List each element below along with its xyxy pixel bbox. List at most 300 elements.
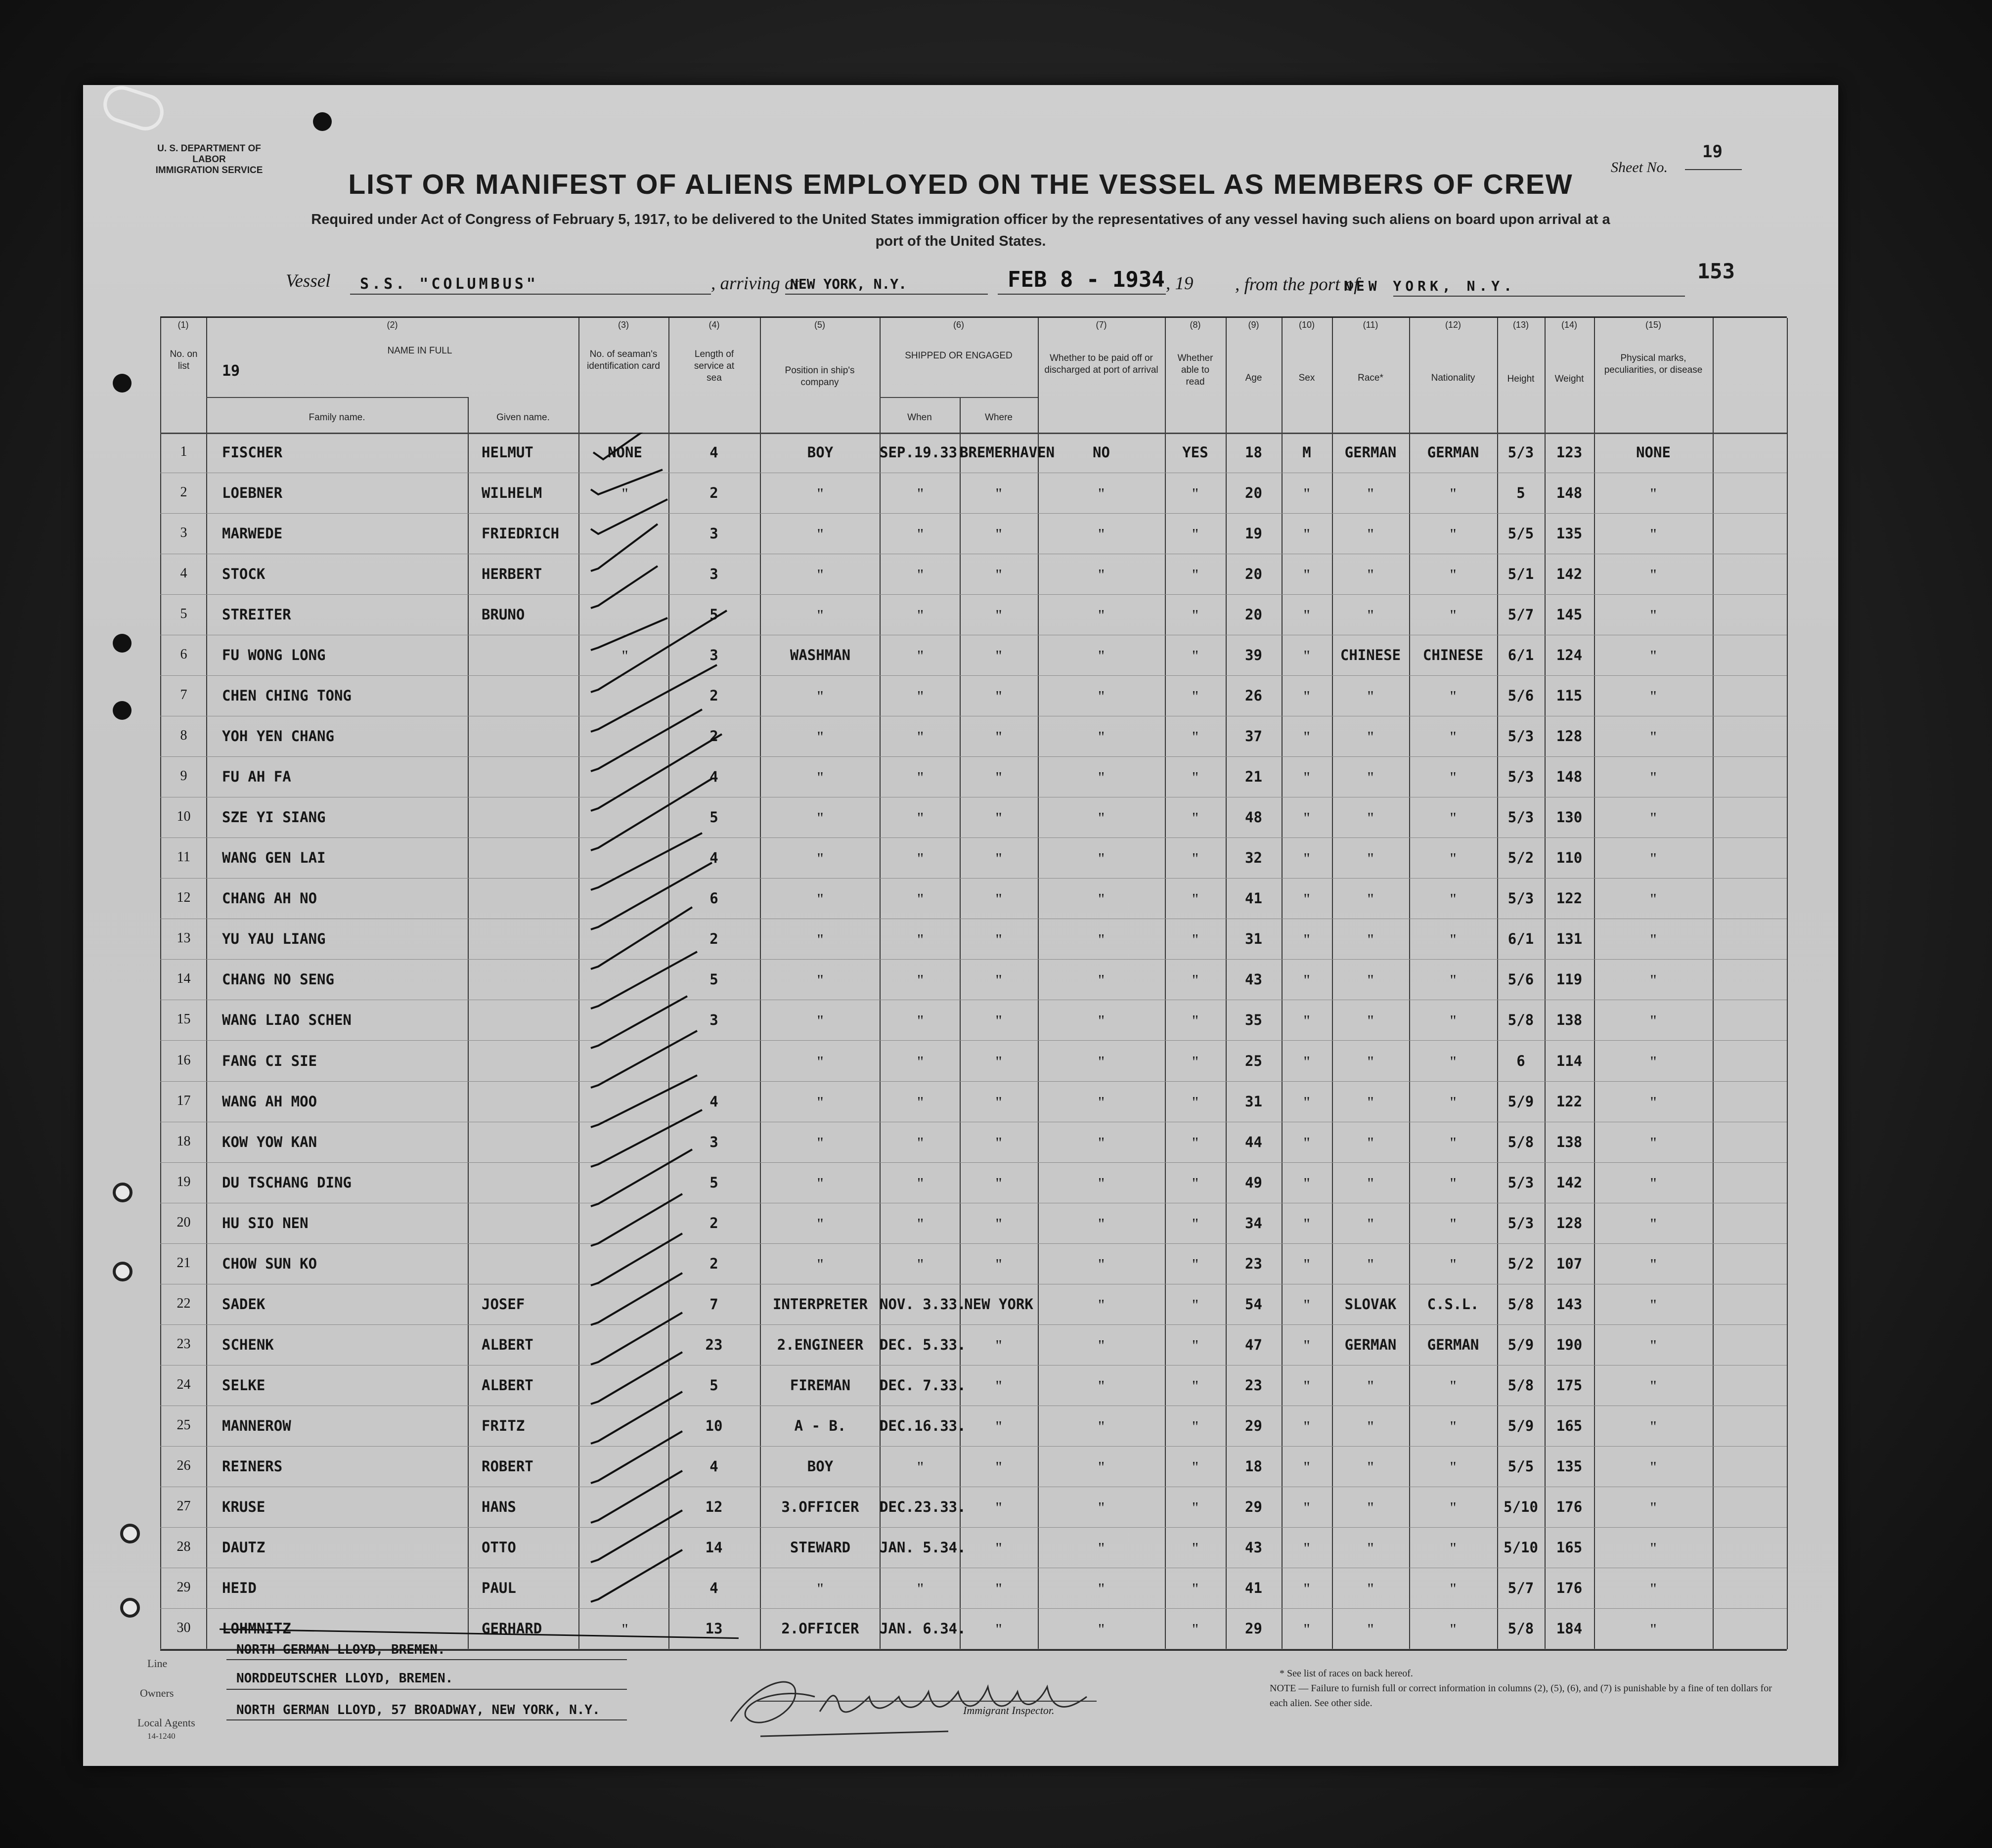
cell-age: 29 bbox=[1245, 1620, 1262, 1637]
cell-sex: " bbox=[1303, 849, 1310, 868]
cell-weight: 165 bbox=[1556, 1539, 1583, 1556]
cell-no: 12 bbox=[177, 890, 191, 906]
punch-hole bbox=[113, 1262, 133, 1281]
cell-given: PAUL bbox=[482, 1579, 516, 1596]
cell-no: 6 bbox=[180, 647, 187, 662]
cell-service: 2 bbox=[709, 687, 718, 704]
cell-given: HERBERT bbox=[482, 566, 542, 583]
cell-service: 3 bbox=[709, 1012, 718, 1029]
cell-age: 18 bbox=[1245, 444, 1262, 461]
cell-position: " bbox=[817, 687, 824, 705]
cell-marks: " bbox=[1650, 1336, 1657, 1354]
cell-paid: " bbox=[1098, 1255, 1105, 1273]
cell-age: 18 bbox=[1245, 1457, 1262, 1475]
cell-race: GERMAN bbox=[1344, 444, 1397, 461]
cell-race: " bbox=[1367, 1539, 1374, 1557]
from-port-label: , from the port of bbox=[1235, 274, 1359, 295]
cell-age: 34 bbox=[1245, 1214, 1262, 1232]
cell-height: 5/3 bbox=[1507, 1214, 1534, 1232]
cell-marks: " bbox=[1650, 1133, 1657, 1151]
cell-paid: " bbox=[1098, 687, 1105, 705]
cell-race: " bbox=[1367, 1620, 1374, 1638]
cell-no: 3 bbox=[180, 525, 187, 541]
table-row bbox=[160, 1325, 1787, 1365]
table-row bbox=[160, 1447, 1787, 1487]
cell-when: " bbox=[917, 525, 924, 543]
cell-family: STREITER bbox=[222, 606, 291, 623]
cell-service: 14 bbox=[705, 1539, 723, 1556]
cell-paid: " bbox=[1098, 1052, 1105, 1070]
cell-nationality: " bbox=[1450, 1539, 1457, 1557]
crew-rows bbox=[160, 433, 1787, 1649]
cell-position: WASHMAN bbox=[790, 647, 851, 664]
cell-weight: 142 bbox=[1556, 1174, 1583, 1191]
cell-service: 4 bbox=[709, 1093, 718, 1110]
cell-paid: " bbox=[1098, 971, 1105, 989]
cell-race: " bbox=[1367, 1376, 1374, 1395]
cell-where: " bbox=[995, 687, 1002, 705]
cell-height: 5/10 bbox=[1504, 1498, 1538, 1515]
cell-position: " bbox=[817, 484, 824, 503]
cell-age: 37 bbox=[1245, 728, 1262, 745]
cell-position: " bbox=[817, 1133, 824, 1151]
cell-weight: 145 bbox=[1556, 606, 1583, 623]
table-row bbox=[160, 879, 1787, 919]
column-number: (14) bbox=[1561, 320, 1577, 330]
cell-race: " bbox=[1367, 1255, 1374, 1273]
cell-read: YES bbox=[1182, 444, 1208, 461]
cell-race: " bbox=[1367, 1579, 1374, 1597]
cell-age: 54 bbox=[1245, 1295, 1262, 1313]
cell-where: " bbox=[995, 525, 1002, 543]
cell-height: 5/3 bbox=[1507, 890, 1534, 907]
cell-service: 5 bbox=[709, 606, 718, 623]
cell-service: 2 bbox=[709, 1255, 718, 1272]
cell-position: BOY bbox=[807, 444, 834, 461]
header-divider bbox=[880, 397, 1038, 398]
cell-no: 5 bbox=[180, 606, 187, 622]
header-length-service: Length of service at sea bbox=[694, 349, 735, 383]
cell-weight: 135 bbox=[1556, 1457, 1583, 1475]
header-family-name: Family name. bbox=[309, 412, 365, 423]
header-race: Race* bbox=[1358, 373, 1383, 383]
cell-height: 5/5 bbox=[1507, 1457, 1534, 1475]
punch-hole bbox=[113, 374, 132, 393]
owners-underline bbox=[226, 1688, 627, 1690]
manifest-subtitle: Required under Act of Congress of February 5, 1917, to be delivered to the United States immigration officer by the representatives of any vessel having such aliens on board upon arrival at a port of the United States. bbox=[311, 212, 1610, 249]
cell-marks: " bbox=[1650, 971, 1657, 989]
cell-marks: " bbox=[1650, 1052, 1657, 1070]
cell-where: " bbox=[995, 1255, 1002, 1273]
cell-family: WANG AH MOO bbox=[222, 1093, 317, 1110]
cell-read: " bbox=[1192, 647, 1199, 665]
cell-no: 25 bbox=[177, 1417, 191, 1433]
cell-age: 26 bbox=[1245, 687, 1262, 704]
cell-height: 5/3 bbox=[1507, 768, 1534, 786]
cell-sex: " bbox=[1303, 930, 1310, 949]
cell-where: " bbox=[995, 849, 1002, 868]
vessel-label: Vessel bbox=[286, 271, 331, 291]
cell-height: 5/8 bbox=[1507, 1376, 1534, 1394]
line-underline bbox=[226, 1658, 627, 1660]
header-name-in-full: NAME IN FULL bbox=[387, 346, 452, 356]
cell-family: YOH YEN CHANG bbox=[222, 728, 334, 745]
cell-nationality: " bbox=[1450, 1255, 1457, 1273]
cell-sex: " bbox=[1303, 768, 1310, 787]
cell-when: " bbox=[917, 1255, 924, 1273]
cell-weight: 128 bbox=[1556, 1214, 1583, 1232]
table-row bbox=[160, 433, 1787, 473]
cell-nationality: " bbox=[1450, 484, 1457, 503]
cell-when: " bbox=[917, 606, 924, 624]
arriving-port: NEW YORK, N.Y. bbox=[790, 276, 907, 292]
cell-weight: 114 bbox=[1556, 1052, 1583, 1069]
cell-weight: 110 bbox=[1556, 849, 1583, 867]
cell-marks: " bbox=[1650, 606, 1657, 624]
cell-age: 39 bbox=[1245, 647, 1262, 664]
cell-given: WILHELM bbox=[482, 484, 542, 502]
cell-paid: " bbox=[1098, 1376, 1105, 1395]
cell-family: CHOW SUN KO bbox=[222, 1255, 317, 1272]
table-row bbox=[160, 838, 1787, 879]
cell-when: " bbox=[917, 971, 924, 989]
cell-race: " bbox=[1367, 849, 1374, 868]
cell-nationality: " bbox=[1450, 1457, 1457, 1476]
cell-marks: " bbox=[1650, 930, 1657, 949]
cell-paid: " bbox=[1098, 849, 1105, 868]
cell-where: " bbox=[995, 1498, 1002, 1516]
cell-race: " bbox=[1367, 606, 1374, 624]
cell-nationality: " bbox=[1450, 1214, 1457, 1232]
cell-marks: " bbox=[1650, 809, 1657, 827]
cell-sex: " bbox=[1303, 1457, 1310, 1476]
table-row bbox=[160, 1082, 1787, 1122]
cell-position: FIREMAN bbox=[790, 1376, 851, 1394]
cell-no: 15 bbox=[177, 1012, 191, 1027]
cell-race: " bbox=[1367, 890, 1374, 908]
cell-where: " bbox=[995, 1093, 1002, 1111]
cell-paid: " bbox=[1098, 1295, 1105, 1314]
cell-race: " bbox=[1367, 1457, 1374, 1476]
cell-family: HU SIO NEN bbox=[222, 1214, 309, 1232]
cell-service: 4 bbox=[709, 768, 718, 786]
cell-family: LOEBNER bbox=[222, 484, 283, 502]
cell-read: " bbox=[1192, 930, 1199, 949]
cell-position: " bbox=[817, 1093, 824, 1111]
cell-read: " bbox=[1192, 809, 1199, 827]
header-height: Height bbox=[1507, 374, 1535, 384]
cell-marks: " bbox=[1650, 1214, 1657, 1232]
cell-paid: " bbox=[1098, 606, 1105, 624]
cell-weight: 143 bbox=[1556, 1295, 1583, 1313]
cell-position: " bbox=[817, 1255, 824, 1273]
cell-where: " bbox=[995, 647, 1002, 665]
cell-paid: " bbox=[1098, 566, 1105, 584]
punch-hole bbox=[120, 1524, 140, 1543]
cell-sex: " bbox=[1303, 1336, 1310, 1354]
cell-family: KRUSE bbox=[222, 1498, 266, 1515]
cell-weight: 184 bbox=[1556, 1620, 1583, 1637]
table-row bbox=[160, 1365, 1787, 1406]
cell-when: " bbox=[917, 1579, 924, 1597]
cell-read: " bbox=[1192, 1093, 1199, 1111]
cell-when: " bbox=[917, 728, 924, 746]
cell-when: " bbox=[917, 1214, 924, 1232]
cell-family: CHANG NO SENG bbox=[222, 971, 334, 988]
cell-where: " bbox=[995, 566, 1002, 584]
sheet-number: 19 bbox=[1702, 142, 1723, 162]
cell-marks: " bbox=[1650, 1417, 1657, 1435]
cell-nationality: " bbox=[1450, 890, 1457, 908]
cell-weight: 148 bbox=[1556, 484, 1583, 502]
cell-nationality: " bbox=[1450, 1012, 1457, 1030]
cell-service: 2 bbox=[709, 930, 718, 948]
cell-height: 5/3 bbox=[1507, 1174, 1534, 1191]
cell-when: DEC. 7.33. bbox=[880, 1376, 966, 1394]
cell-race: " bbox=[1367, 809, 1374, 827]
cell-no: 14 bbox=[177, 971, 191, 987]
cell-where: " bbox=[995, 484, 1002, 503]
cell-sex: " bbox=[1303, 1295, 1310, 1314]
arriving-label: , arriving at bbox=[711, 273, 799, 294]
cell-read: " bbox=[1192, 1133, 1199, 1151]
cell-height: 5/3 bbox=[1507, 809, 1534, 826]
cell-position: INTERPRETER bbox=[772, 1295, 868, 1313]
header-marks: Physical marks, peculiarities, or disease bbox=[1604, 353, 1703, 375]
manifest-sheet bbox=[83, 85, 1838, 1766]
cell-sex: " bbox=[1303, 1012, 1310, 1030]
cell-nationality: GERMAN bbox=[1427, 1336, 1479, 1353]
cell-age: 31 bbox=[1245, 930, 1262, 948]
cell-no: 7 bbox=[180, 687, 187, 703]
cell-position: " bbox=[817, 1012, 824, 1030]
header-where: Where bbox=[985, 412, 1013, 423]
cell-when: " bbox=[917, 890, 924, 908]
cell-read: " bbox=[1192, 849, 1199, 868]
cell-family: FU WONG LONG bbox=[222, 647, 326, 664]
agents-value: NORTH GERMAN LLOYD, 57 BROADWAY, NEW YORK, N.Y. bbox=[236, 1703, 600, 1717]
cell-where: " bbox=[995, 768, 1002, 787]
cell-paid: " bbox=[1098, 1012, 1105, 1030]
cell-race: " bbox=[1367, 1417, 1374, 1435]
punch-hole bbox=[120, 1598, 140, 1618]
note-races: * See list of races on back hereof. bbox=[1280, 1668, 1413, 1679]
cell-age: 43 bbox=[1245, 971, 1262, 988]
cell-age: 48 bbox=[1245, 809, 1262, 826]
cell-read: " bbox=[1192, 1255, 1199, 1273]
owners-value: NORDDEUTSCHER LLOYD, BREMEN. bbox=[236, 1671, 453, 1686]
cell-sex: " bbox=[1303, 566, 1310, 584]
cell-no: 21 bbox=[177, 1255, 191, 1271]
cell-no: 8 bbox=[180, 728, 187, 744]
line-value: NORTH GERMAN LLOYD, BREMEN. bbox=[236, 1642, 445, 1657]
cell-given: ALBERT bbox=[482, 1336, 533, 1353]
cell-height: 5/6 bbox=[1507, 971, 1534, 988]
table-row bbox=[160, 1406, 1787, 1447]
cell-card: " bbox=[621, 484, 628, 503]
cell-height: 5/10 bbox=[1504, 1539, 1538, 1556]
cell-family: FANG CI SIE bbox=[222, 1052, 317, 1069]
cell-nationality: " bbox=[1450, 1174, 1457, 1192]
cell-family: DU TSCHANG DING bbox=[222, 1174, 352, 1191]
cell-sex: " bbox=[1303, 606, 1310, 624]
cell-service: 13 bbox=[705, 1620, 723, 1637]
cell-where: " bbox=[995, 890, 1002, 908]
cell-no: 23 bbox=[177, 1336, 191, 1352]
cell-service: 5 bbox=[709, 1174, 718, 1191]
column-number: (9) bbox=[1248, 320, 1259, 330]
cell-race: " bbox=[1367, 1052, 1374, 1070]
cell-where: " bbox=[995, 1133, 1002, 1151]
cell-no: 18 bbox=[177, 1133, 191, 1149]
cell-position: 3.OFFICER bbox=[781, 1498, 859, 1515]
table-row bbox=[160, 1203, 1787, 1244]
cell-family: LOHMNITZ bbox=[222, 1620, 291, 1637]
cell-family: MANNEROW bbox=[222, 1417, 291, 1434]
cell-given: FRIEDRICH bbox=[482, 525, 560, 542]
cell-paid: " bbox=[1098, 728, 1105, 746]
cell-sex: " bbox=[1303, 1579, 1310, 1597]
cell-marks: " bbox=[1650, 728, 1657, 746]
cell-no: 11 bbox=[177, 849, 190, 865]
cell-sex: " bbox=[1303, 1174, 1310, 1192]
cell-height: 5/3 bbox=[1507, 444, 1534, 461]
cell-when: " bbox=[917, 687, 924, 705]
cell-paid: " bbox=[1098, 647, 1105, 665]
cell-marks: " bbox=[1650, 1498, 1657, 1516]
cell-given: HANS bbox=[482, 1498, 516, 1515]
cell-marks: " bbox=[1650, 566, 1657, 584]
cell-race: " bbox=[1367, 768, 1374, 787]
cell-family: REINERS bbox=[222, 1457, 283, 1475]
cell-when: JAN. 6.34. bbox=[880, 1620, 966, 1637]
cell-weight: 130 bbox=[1556, 809, 1583, 826]
cell-sex: M bbox=[1302, 444, 1311, 461]
cell-height: 5/9 bbox=[1507, 1093, 1534, 1110]
cell-age: 29 bbox=[1245, 1498, 1262, 1515]
cell-race: SLOVAK bbox=[1344, 1295, 1397, 1313]
cell-read: " bbox=[1192, 1620, 1199, 1638]
cell-no: 9 bbox=[180, 768, 187, 784]
cell-race: " bbox=[1367, 971, 1374, 989]
cell-paid: " bbox=[1098, 484, 1105, 503]
cell-nationality: " bbox=[1450, 1579, 1457, 1597]
table-row bbox=[160, 554, 1787, 595]
cell-marks: " bbox=[1650, 890, 1657, 908]
cell-marks: " bbox=[1650, 1457, 1657, 1476]
cell-nationality: C.S.L. bbox=[1427, 1295, 1479, 1313]
cell-where: " bbox=[995, 1336, 1002, 1354]
cell-marks: " bbox=[1650, 647, 1657, 665]
cell-where: " bbox=[995, 809, 1002, 827]
header-position: Position in ship's company bbox=[785, 365, 855, 388]
cell-where: " bbox=[995, 1417, 1002, 1435]
cell-height: 5/6 bbox=[1507, 687, 1534, 704]
cell-age: 25 bbox=[1245, 1052, 1262, 1069]
punch-hole bbox=[313, 112, 332, 131]
year-label: , 19 bbox=[1166, 273, 1194, 294]
column-number: (5) bbox=[814, 320, 825, 330]
cell-marks: " bbox=[1650, 1376, 1657, 1395]
cell-sex: " bbox=[1303, 728, 1310, 746]
cell-sex: " bbox=[1303, 525, 1310, 543]
header-sex: Sex bbox=[1298, 373, 1315, 383]
cell-service: 5 bbox=[709, 1376, 718, 1394]
table-row bbox=[160, 797, 1787, 838]
cell-read: " bbox=[1192, 728, 1199, 746]
cell-age: 20 bbox=[1245, 484, 1262, 502]
table-row bbox=[160, 1568, 1787, 1609]
cell-race: " bbox=[1367, 728, 1374, 746]
cell-paid: " bbox=[1098, 890, 1105, 908]
cell-paid: NO bbox=[1093, 444, 1110, 461]
header-weight: Weight bbox=[1554, 374, 1584, 384]
cell-paid: " bbox=[1098, 1417, 1105, 1435]
cell-position: " bbox=[817, 525, 824, 543]
cell-family: HEID bbox=[222, 1579, 257, 1596]
header-able-read: Whether able to read bbox=[1177, 353, 1213, 387]
cell-paid: " bbox=[1098, 1498, 1105, 1516]
punch-hole bbox=[113, 1183, 133, 1202]
cell-given: FRITZ bbox=[482, 1417, 525, 1434]
cell-read: " bbox=[1192, 484, 1199, 503]
cell-when: " bbox=[917, 647, 924, 665]
cell-marks: " bbox=[1650, 1174, 1657, 1192]
cell-card: " bbox=[621, 1620, 628, 1638]
cell-where: " bbox=[995, 1174, 1002, 1192]
cell-position: " bbox=[817, 1052, 824, 1070]
cell-no: 1 bbox=[180, 444, 187, 460]
cell-race: " bbox=[1367, 566, 1374, 584]
cell-weight: 175 bbox=[1556, 1376, 1583, 1394]
cell-age: 49 bbox=[1245, 1174, 1262, 1191]
cell-read: " bbox=[1192, 1498, 1199, 1516]
cell-nationality: " bbox=[1450, 566, 1457, 584]
cell-nationality: " bbox=[1450, 849, 1457, 868]
cell-sex: " bbox=[1303, 1214, 1310, 1232]
cell-read: " bbox=[1192, 1012, 1199, 1030]
cell-sex: " bbox=[1303, 1498, 1310, 1516]
from-port-underline bbox=[1393, 295, 1685, 297]
cell-given: ROBERT bbox=[482, 1457, 533, 1475]
table-row bbox=[160, 919, 1787, 960]
table-row bbox=[160, 676, 1787, 716]
cell-position: " bbox=[817, 768, 824, 787]
cell-race: GERMAN bbox=[1344, 1336, 1397, 1353]
cell-no: 26 bbox=[177, 1457, 191, 1473]
date-stamp: FEB 8 - 1934 bbox=[1008, 267, 1165, 292]
cell-where: " bbox=[995, 1214, 1002, 1232]
cell-no: 13 bbox=[177, 930, 191, 946]
cell-nationality: " bbox=[1450, 930, 1457, 949]
cell-marks: " bbox=[1650, 1579, 1657, 1597]
cell-marks: NONE bbox=[1636, 444, 1671, 461]
cell-nationality: " bbox=[1450, 687, 1457, 705]
cell-where: " bbox=[995, 971, 1002, 989]
cell-nationality: " bbox=[1450, 525, 1457, 543]
inspector-underline bbox=[755, 1701, 1097, 1702]
column-divider bbox=[1787, 318, 1788, 1649]
cell-sex: " bbox=[1303, 971, 1310, 989]
cell-age: 29 bbox=[1245, 1417, 1262, 1434]
cell-no: 4 bbox=[180, 566, 187, 581]
table-row bbox=[160, 595, 1787, 635]
cell-given: ALBERT bbox=[482, 1376, 533, 1394]
cell-read: " bbox=[1192, 1052, 1199, 1070]
column-number: (12) bbox=[1445, 320, 1461, 330]
cell-race: " bbox=[1367, 1012, 1374, 1030]
cell-age: 32 bbox=[1245, 849, 1262, 867]
